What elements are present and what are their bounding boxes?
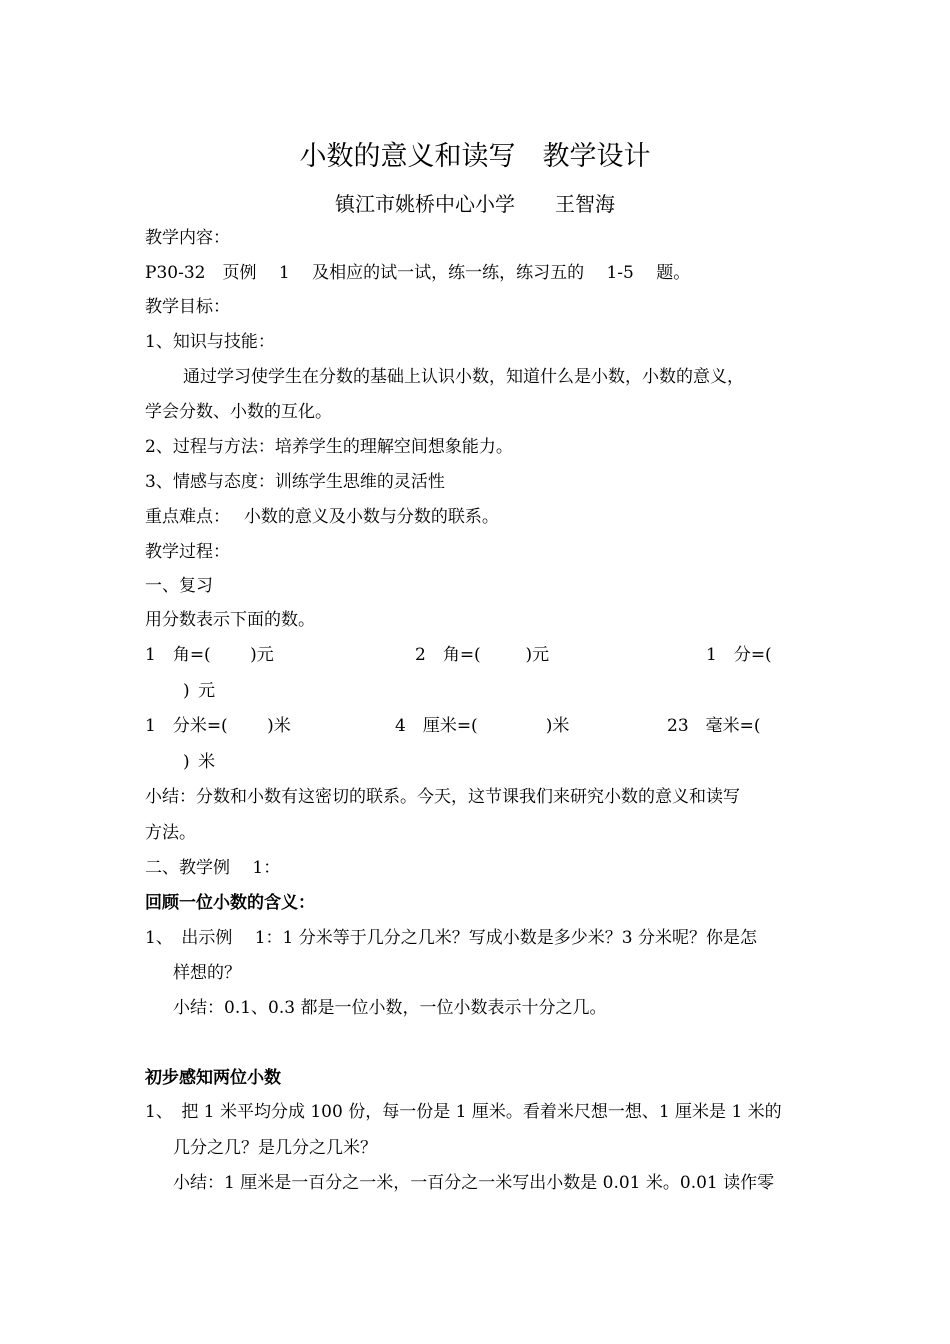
exercise-jiao-2: 2 角=( )元 <box>415 645 550 665</box>
item-1: 1、 出示例 1：1 分米等于几分之几米？写成小数是多少米？3 分米呢？你是怎 <box>145 928 757 948</box>
goal-2: 2、过程与方法：培养学生的理解空间想象能力。 <box>145 437 513 457</box>
key-points: 重点难点： 小数的意义及小数与分数的联系。 <box>145 507 499 527</box>
item-2-continued: 几分之几？是几分之几米？ <box>173 1138 377 1158</box>
exercise-millimeter-23: 23 毫米=( <box>667 716 761 736</box>
section-teach-example: 二、教学例 1： <box>145 858 281 878</box>
item-2: 1、 把 1 米平均分成 100 份，每一份是 1 厘米。看着米尺想一想、1 厘米是 1 米的 <box>145 1102 782 1122</box>
exercise-fen-1-continued: ) 元 <box>183 681 216 701</box>
document-title: 小数的意义和读写 教学设计 <box>299 141 651 172</box>
exercise-millimeter-23-continued: ) 米 <box>183 752 216 772</box>
exercise-fen-1: 1 分=( <box>706 645 772 665</box>
summary-1-continued: 方法。 <box>145 823 196 843</box>
summary-1: 小结：分数和小数有这密切的联系。今天，这节课我们来研究小数的意义和读写 <box>145 787 740 807</box>
content-label: 教学内容： <box>145 228 230 248</box>
goals-label: 教学目标： <box>145 297 230 317</box>
process-label: 教学过程： <box>145 542 230 562</box>
review-prompt: 用分数表示下面的数。 <box>145 610 315 630</box>
document-author: 镇江市姚桥中心小学 王智海 <box>335 192 615 216</box>
exercise-jiao-1: 1 角=( )元 <box>145 645 274 665</box>
heading-one-decimal: 回顾一位小数的含义： <box>145 893 315 913</box>
goal-3: 3、情感与态度：训练学生思维的灵活性 <box>145 472 445 492</box>
goal-1-heading: 1、知识与技能： <box>145 332 275 352</box>
content-text: P30-32 页例 1 及相应的试一试，练一练，练习五的 1-5 题。 <box>145 263 691 283</box>
exercise-decimeter-1: 1 分米=( )米 <box>145 716 291 736</box>
summary-2: 小结：0.1、0.3 都是一位小数，一位小数表示十分之几。 <box>173 998 607 1018</box>
exercise-centimeter-4: 4 厘米=( )米 <box>395 716 570 736</box>
section-review: 一、复习 <box>145 576 213 596</box>
goal-1-text: 通过学习使学生在分数的基础上认识小数，知道什么是小数，小数的意义， <box>183 367 744 387</box>
heading-two-decimal: 初步感知两位小数 <box>145 1068 281 1088</box>
summary-3: 小结：1 厘米是一百分之一米，一百分之一米写出小数是 0.01 米。0.01 读作零 <box>173 1173 775 1193</box>
item-1-continued: 样想的？ <box>173 963 241 983</box>
goal-1-text-continued: 学会分数、小数的互化。 <box>145 402 332 422</box>
